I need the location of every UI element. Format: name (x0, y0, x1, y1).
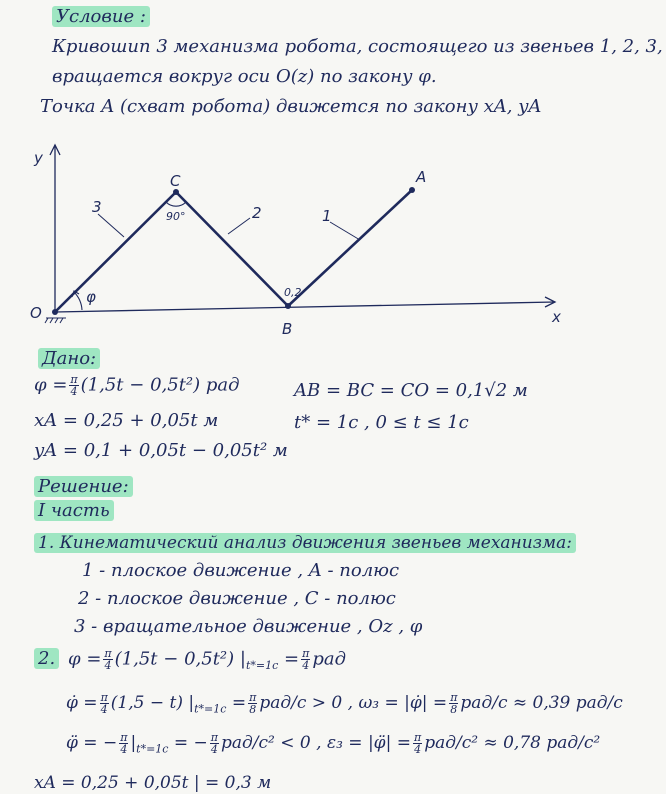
point-A (409, 187, 415, 193)
link-1-label: 1 (322, 207, 332, 225)
equation-phi-dot: φ̇ = $\frac{\pi}{4}$ (1,5 − t) $|_{t*=1с}$ = $\frac{\pi}{8}$ рад/с > 0 , ω₃ = |φ̇| = $\frac{\pi}{8}$ рад/с ≈ 0,39 рад/с (66, 691, 623, 716)
condition-line-3: Точка A (схват робота) движется по закону xA, yA (40, 96, 542, 117)
x-axis-label: x (552, 308, 561, 326)
list-item: 1 - плоское движение , A - полюс (82, 560, 400, 581)
item-1-title: 1. Кинематический анализ движения звеньев механизма: (34, 532, 576, 554)
given-time: t* = 1с , 0 ≤ t ≤ 1с (294, 412, 469, 433)
joint-B (285, 303, 291, 309)
solution-heading: Решение: (34, 476, 133, 498)
x-axis-line (55, 302, 555, 312)
phi-label: φ (86, 288, 96, 306)
B-coord-label: 0,2 (284, 286, 302, 299)
given-xA: xA = 0,25 + 0,05t м (34, 410, 219, 431)
joint-O (52, 309, 58, 315)
point-C-label: C (170, 172, 181, 190)
equation-phi: φ = $\frac{\pi}{4}$ (1,5t − 0,5t²) $|_{t*=1с}$ = $\frac{\pi}{4}$ рад (68, 647, 346, 673)
point-A-label: A (416, 168, 427, 186)
origin-label: O (30, 304, 42, 322)
angle-C-label: 90° (166, 210, 186, 223)
given-yA: yA = 0,1 + 0,05t − 0,05t² м (34, 440, 288, 461)
condition-line-1: Кривошип 3 механизма робота, состоящего из звеньев 1, 2, 3, (52, 36, 663, 57)
ground-hatch (45, 318, 66, 323)
item-2-number: 2. (34, 648, 59, 670)
leader-lines (98, 214, 360, 240)
link-3-label: 3 (92, 198, 102, 216)
link-2 (176, 192, 288, 306)
angle-C-arc (166, 202, 186, 206)
given-lengths: AB = BC = CO = 0,1√2 м (294, 380, 528, 401)
given-phi: φ = $\frac{\pi}{4}$ (1,5t − 0,5t²) рад (34, 373, 240, 398)
given-heading: Дано: (38, 348, 100, 370)
part-label: I часть (34, 500, 114, 522)
y-axis-label: y (34, 149, 43, 167)
phi-arc (74, 292, 82, 310)
list-item: 2 - плоское движение , C - полюс (78, 588, 396, 609)
equation-phi-ddot: φ̈ = − $\frac{\pi}{4}$ $|_{t*=1с}$ = − $\frac{\pi}{4}$ рад/с² < 0 , ε₃ = |φ̈| = $\frac{\pi}{4}$ рад/с² ≈ 0,78 рад/с² (66, 731, 601, 756)
equation-xA: xA = 0,25 + 0,05t | = 0,3 м (34, 773, 272, 793)
link-1 (288, 190, 412, 306)
condition-heading: Условие : (52, 6, 150, 28)
list-item: 3 - вращательное движение , Oz , φ (74, 616, 423, 637)
condition-line-2: вращается вокруг оси O(z) по закону φ. (52, 66, 437, 87)
point-B-label: B (282, 320, 293, 338)
link-2-label: 2 (252, 204, 262, 222)
